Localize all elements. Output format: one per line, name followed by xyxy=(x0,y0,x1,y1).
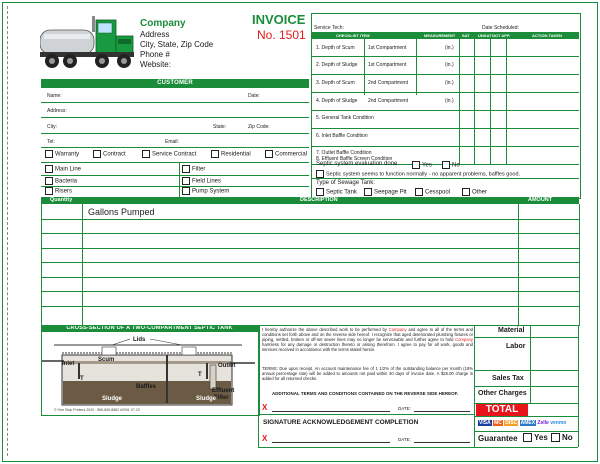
venmo-icon: venmo xyxy=(550,420,567,426)
col-sat: SAT xyxy=(462,33,470,38)
email-label: Email: xyxy=(165,139,179,145)
risers-option[interactable]: Risers xyxy=(45,187,72,195)
other-charges-label: Other Charges xyxy=(478,390,527,397)
checkbox[interactable] xyxy=(442,161,450,169)
ack-signature-line[interactable] xyxy=(272,442,390,443)
total-amount[interactable] xyxy=(530,404,577,416)
truck-logo xyxy=(40,14,135,72)
company-address: Address xyxy=(140,30,170,39)
checkbox[interactable] xyxy=(412,161,420,169)
signature-ack-header: SIGNATURE ACKNOWLEDGEMENT COMPLETION xyxy=(263,419,419,426)
city-label: City: xyxy=(47,124,57,130)
other-option[interactable]: Other xyxy=(462,188,487,196)
address-label: Address: xyxy=(47,108,67,114)
signature-x: X xyxy=(262,403,268,412)
depth-row-2-comp: 1st Compartment xyxy=(368,62,407,68)
terms-text: TERMS: Due upon receipt. An account maintenance fee of 1 1/2% of the outstanding balance per month (18% annual percentage rate) will be added to amounts not paid within 30 days of invoice date. A $25.00 charge is added for all returned checks. xyxy=(262,366,473,382)
inspection-row-8: 8. Effluent Baffle Screen Condition xyxy=(316,156,393,162)
checkbox[interactable] xyxy=(415,188,423,196)
labor-label: Labor xyxy=(506,343,526,350)
col-action-taken: ACTION TAKEN xyxy=(532,33,562,38)
depth-row-4-comp: 2nd Compartment xyxy=(368,98,409,104)
guarantee-yes[interactable]: Yes xyxy=(523,433,548,442)
signature-line[interactable] xyxy=(272,411,390,412)
ack-date-line[interactable] xyxy=(414,442,470,443)
printer-footer: © One Stop Printers 2020 · 866-806-8882 #2091 07-23 xyxy=(54,408,140,412)
residential-option[interactable]: Residential xyxy=(211,150,251,158)
quantity-header: Quantity xyxy=(50,197,73,203)
depth-row-4-unit: (in.) xyxy=(445,98,454,104)
total-label: TOTAL xyxy=(476,404,528,416)
contract-option[interactable]: Contract xyxy=(93,150,126,158)
discover-icon: DISC xyxy=(505,420,518,426)
depth-row-3-comp: 2nd Compartment xyxy=(368,80,409,86)
depth-row-1-unit: (in.) xyxy=(445,45,454,51)
signature-date-label: DATE: xyxy=(398,406,411,411)
invoice-number: No. 1501 xyxy=(257,28,306,42)
depth-row-1-item: 1. Depth of Scum xyxy=(316,45,355,51)
pump-system-option[interactable]: Pump System xyxy=(182,187,229,195)
checkbox[interactable] xyxy=(142,150,150,158)
additional-terms: ADDITIONAL TERMS AND CONDITIONS CONTAINED ON THE REVERSE SIDE HEREOF. xyxy=(272,391,459,396)
visa-icon: VISA xyxy=(479,420,491,426)
t-label-1: T xyxy=(80,376,84,382)
normal-function-option[interactable]: Septic system seems to function normally - no apparent problems, baffles good. xyxy=(316,170,520,178)
evaluation-no[interactable]: No xyxy=(442,161,460,169)
main-line-option[interactable]: Main Line xyxy=(45,165,81,173)
checkbox[interactable] xyxy=(45,187,53,195)
checkbox[interactable] xyxy=(523,433,532,442)
mastercard-icon: MC xyxy=(494,420,502,426)
service-tech-label: Service Tech: xyxy=(314,25,344,31)
amex-icon: AMEX xyxy=(520,420,536,426)
sludge-label-2: Sludge xyxy=(196,396,217,402)
commercial-option[interactable]: Commercial xyxy=(265,150,307,158)
checkbox[interactable] xyxy=(316,188,324,196)
line-item-description: Gallons Pumped xyxy=(88,207,155,217)
checkbox[interactable] xyxy=(182,187,190,195)
checkbox[interactable] xyxy=(45,150,53,158)
company-phone: Phone # xyxy=(140,50,170,59)
diagram-header: CROSS-SECTION OF A TWO-COMPARTMENT SEPTIC TANK xyxy=(41,325,258,332)
seepage-pit-option[interactable]: Seepage Pit xyxy=(364,188,407,196)
zip-label: Zip Code: xyxy=(248,124,270,130)
septic-tank-option[interactable]: Septic Tank xyxy=(316,188,357,196)
outlet-label: Outlet xyxy=(218,363,236,369)
name-label: Name: xyxy=(47,93,62,99)
checkbox[interactable] xyxy=(462,188,470,196)
contract-options xyxy=(45,150,310,160)
description-header: DESCRIPTION xyxy=(300,197,338,203)
inspection-row-7: 7. Outlet Baffle Condition xyxy=(316,150,372,156)
col-unsat: UNSAT xyxy=(478,33,492,38)
sludge-label-1: Sludge xyxy=(102,396,123,402)
tel-label: Tel: xyxy=(47,139,55,145)
amount-header: AMOUNT xyxy=(528,197,553,203)
sewage-type-label: Type of Sewage Tank: xyxy=(316,180,375,186)
customer-header: CUSTOMER xyxy=(41,79,309,87)
col-checklist-item: CHECKLIST ITEM xyxy=(336,33,370,38)
col-not-app: NOT APP. xyxy=(492,33,511,38)
sales-tax-label: Sales Tax xyxy=(492,375,524,382)
depth-row-4-item: 4. Depth of Sludge xyxy=(316,98,358,104)
checkbox[interactable] xyxy=(211,150,219,158)
signature-date-line[interactable] xyxy=(414,411,470,412)
sewage-options xyxy=(316,188,576,196)
inlet-label: Inlet xyxy=(62,361,75,367)
state-label: State: xyxy=(213,124,227,130)
payment-icons xyxy=(478,420,578,428)
date-scheduled-label: Date Scheduled: xyxy=(482,25,519,31)
filter-label: Filter xyxy=(214,395,229,401)
warranty-option[interactable]: Warranty xyxy=(45,150,79,158)
checkbox[interactable] xyxy=(364,188,372,196)
service-contract-option[interactable]: Service Contract xyxy=(142,150,196,158)
col-measurement: MEASUREMENT xyxy=(424,33,456,38)
invoice-title: INVOICE xyxy=(252,12,306,27)
checkbox[interactable] xyxy=(182,177,190,185)
effluent-label: Effluent xyxy=(212,388,235,394)
checkbox[interactable] xyxy=(265,150,273,158)
cesspool-option[interactable]: Cesspool xyxy=(415,188,450,196)
checkbox[interactable] xyxy=(551,433,560,442)
checkbox[interactable] xyxy=(182,165,190,173)
guarantee-label: Guarantee xyxy=(478,434,518,443)
checkbox[interactable] xyxy=(45,177,53,185)
company-website: Website: xyxy=(140,60,171,69)
depth-row-2-item: 2. Depth of Sludge xyxy=(316,62,358,68)
depth-row-1-comp: 1st Compartment xyxy=(368,45,407,51)
scum-label: Scum xyxy=(98,357,115,363)
baffles-label: Baffles xyxy=(136,384,157,390)
authorization-text: I hereby authorize the above described work to be performed by Company and agree to all of the terms and conditions set forth above and on the reverse side hereof. I recognize that aged deteriorated plumbing fixtures or piping, settled, broken or off-set sewer lines may no longer be serviceable and further agree to hold Company harmless for any damage or destruction thereto or arising therefrom. I agree to pay for all work, goods and services received in accordance with the terms stated herein. xyxy=(262,327,473,353)
inspection-row-5: 5. General Tank Condition xyxy=(316,115,374,121)
line-items-frame xyxy=(41,204,580,326)
lids-label: Lids xyxy=(133,337,146,343)
evaluation-yes[interactable]: Yes xyxy=(412,161,432,169)
date-label: Date: xyxy=(248,93,260,99)
field-lines-option[interactable]: Field Lines xyxy=(182,177,221,185)
zelle-icon: Zelle xyxy=(537,420,549,426)
evaluation-label: Septic system evaluation done xyxy=(316,161,398,167)
checkbox[interactable] xyxy=(93,150,101,158)
inspection-row-6: 6. Inlet Baffle Condition xyxy=(316,133,368,139)
filter-option[interactable]: Filter xyxy=(182,165,205,173)
ack-date-label: DATE: xyxy=(398,437,411,442)
perforation xyxy=(7,6,8,456)
depth-row-2-unit: (in.) xyxy=(445,62,454,68)
t-label-2: T xyxy=(198,372,202,378)
depth-row-3-item: 3. Depth of Scum xyxy=(316,80,355,86)
checkbox[interactable] xyxy=(45,165,53,173)
checkbox[interactable] xyxy=(316,170,324,178)
company-name: Company xyxy=(140,18,186,29)
company-city: City, State, Zip Code xyxy=(140,40,214,49)
material-label: Material xyxy=(498,327,525,334)
bacteria-option[interactable]: Bacteria xyxy=(45,177,77,185)
guarantee-no[interactable]: No xyxy=(551,433,573,442)
ack-x: X xyxy=(262,434,268,443)
depth-row-3-unit: (in.) xyxy=(445,80,454,86)
